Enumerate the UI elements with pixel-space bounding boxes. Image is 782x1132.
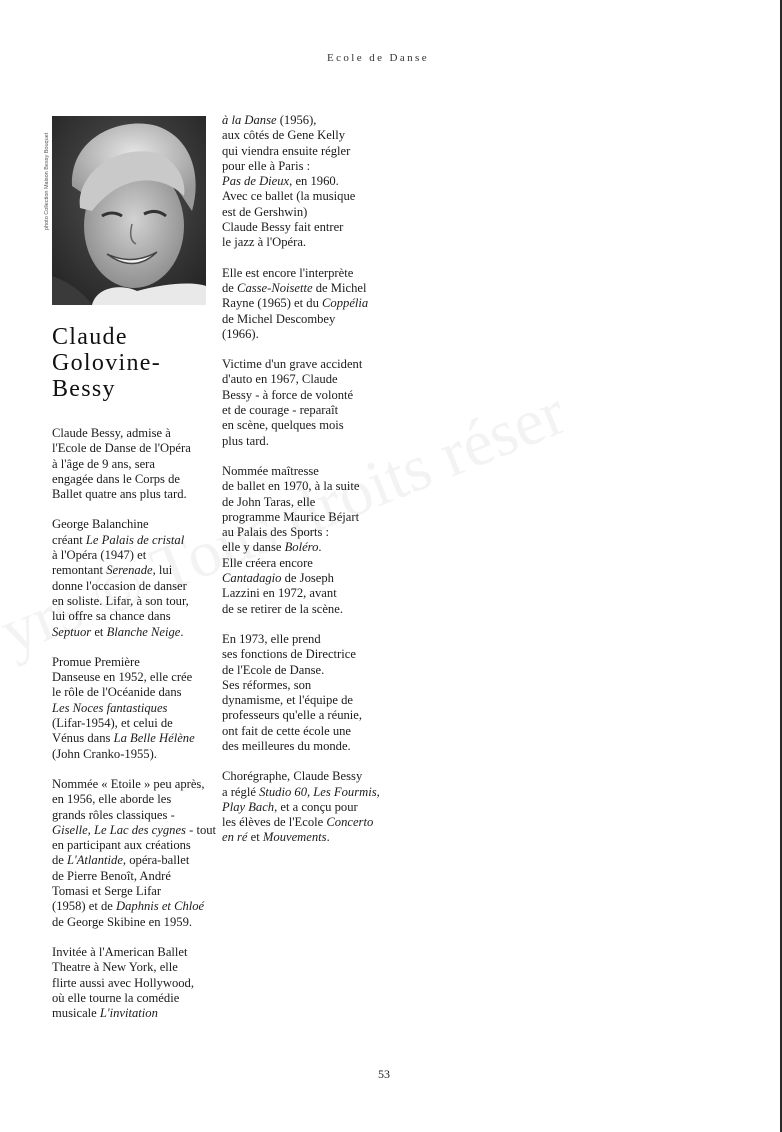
text-line bbox=[52, 731, 212, 746]
text-line: donne l'occasion de danser bbox=[52, 578, 187, 593]
portrait-photo bbox=[52, 116, 206, 305]
text-line bbox=[222, 830, 382, 845]
text-run: créant bbox=[52, 532, 86, 547]
work-title: Studio 60, Les Fourmis, bbox=[259, 784, 380, 799]
text-line: Danseuse en 1952, elle crée bbox=[52, 670, 193, 685]
text-line bbox=[52, 822, 217, 838]
text-run: Vénus dans bbox=[52, 731, 114, 746]
work-title: Coppélia bbox=[322, 296, 369, 311]
text-line: Chorégraphe, Claude Bessy bbox=[222, 769, 363, 784]
text-run: - tout bbox=[185, 822, 217, 837]
text-run: et bbox=[91, 624, 107, 639]
work-title: Boléro bbox=[284, 540, 319, 555]
text-line: Lazzini en 1972, avant bbox=[222, 586, 337, 601]
text-line: Avec ce ballet (la musique bbox=[222, 189, 356, 204]
text-line bbox=[222, 296, 382, 311]
text-line: dynamisme, et l'équipe de bbox=[222, 693, 353, 708]
text-run: (1958) et de bbox=[52, 899, 116, 914]
text-line: Elle est encore l'interprète bbox=[222, 265, 354, 280]
paragraph bbox=[222, 357, 382, 449]
text-line: est de Gershwin) bbox=[222, 204, 308, 219]
text-line: Nommée « Etoile » peu après, bbox=[52, 776, 205, 791]
paragraph bbox=[222, 632, 382, 754]
work-title: Concerto bbox=[326, 815, 374, 830]
text-line bbox=[52, 1006, 212, 1021]
photo-credit: photo Collection Maison Bessy Bouquet bbox=[44, 132, 50, 230]
text-line: Claude Bessy fait entrer bbox=[222, 220, 344, 235]
text-line: le jazz à l'Opéra. bbox=[222, 235, 307, 250]
text-line bbox=[222, 174, 382, 189]
text-line: de l'Ecole de Danse. bbox=[222, 662, 325, 677]
text-run: de bbox=[52, 853, 68, 868]
work-title: en ré bbox=[222, 830, 248, 845]
text-line: qui viendra ensuite régler bbox=[222, 143, 351, 158]
text-line: George Balanchine bbox=[52, 517, 149, 532]
paragraph bbox=[222, 769, 382, 845]
text-line: professeurs qu'elle a réunie, bbox=[222, 708, 363, 723]
text-run: , en 1960. bbox=[289, 174, 339, 189]
text-line: grands rôles classiques - bbox=[52, 807, 175, 822]
text-run: et bbox=[247, 830, 263, 845]
text-line: de George Skibine en 1959. bbox=[52, 914, 193, 929]
work-title: Le Palais de cristal bbox=[85, 532, 185, 547]
work-title: Mouvements bbox=[262, 830, 327, 845]
work-title: Cantadagio bbox=[222, 571, 282, 586]
text-run: remontant bbox=[52, 563, 107, 578]
text-line: Elle créera encore bbox=[222, 555, 313, 570]
text-run: elle y danse bbox=[222, 540, 285, 555]
text-line: à l'Opéra (1947) et bbox=[52, 548, 147, 563]
text-line: de John Taras, elle bbox=[222, 494, 316, 509]
title-line: Golovine- bbox=[52, 350, 162, 376]
work-title: La Belle Hélène bbox=[113, 731, 195, 746]
article-title bbox=[52, 324, 161, 402]
title-line: Claude bbox=[52, 324, 128, 350]
text-line: Ses réformes, son bbox=[222, 677, 312, 692]
text-line: Theatre à New York, elle bbox=[52, 960, 178, 975]
text-line bbox=[222, 113, 382, 128]
text-line: en scène, quelques mois bbox=[222, 418, 344, 433]
text-run: les élèves de l'Ecole bbox=[222, 815, 327, 830]
text-line: (Lifar-1954), et celui de bbox=[52, 716, 173, 731]
text-line: programme Maurice Béjart bbox=[222, 509, 360, 524]
text-line: Claude Bessy, admise à bbox=[52, 426, 171, 440]
text-line: de ballet en 1970, à la suite bbox=[222, 479, 360, 494]
text-run: (1956), bbox=[276, 113, 317, 127]
work-title: Les Noces fantastiques bbox=[52, 700, 168, 715]
right-column bbox=[222, 113, 382, 861]
text-line: l'Ecole de Danse de l'Opéra bbox=[52, 441, 191, 456]
text-run: de Michel bbox=[312, 280, 367, 295]
text-line: en 1956, elle aborde les bbox=[52, 792, 172, 807]
text-line: engagée dans le Corps de bbox=[52, 471, 180, 486]
text-run: musicale bbox=[52, 1006, 100, 1021]
text-line bbox=[222, 800, 382, 815]
text-line: flirte aussi avec Hollywood, bbox=[52, 975, 194, 990]
text-line: Ballet quatre ans plus tard. bbox=[52, 487, 187, 502]
text-line bbox=[52, 533, 212, 548]
work-title: Pas de Dieux bbox=[222, 174, 290, 189]
running-header: Ecole de Danse bbox=[327, 52, 430, 64]
text-line: où elle tourne la comédie bbox=[52, 990, 180, 1005]
paragraph bbox=[222, 266, 382, 342]
text-line: ses fonctions de Directrice bbox=[222, 647, 356, 662]
text-line: Promue Première bbox=[52, 654, 140, 669]
text-run: , lui bbox=[152, 563, 173, 578]
text-line bbox=[222, 815, 382, 830]
text-line: Tomasi et Serge Lifar bbox=[52, 884, 162, 899]
text-run: . bbox=[326, 830, 330, 845]
paragraph bbox=[52, 655, 212, 762]
text-line: Invitée à l'American Ballet bbox=[52, 944, 188, 959]
text-line bbox=[222, 571, 382, 586]
text-line bbox=[222, 540, 382, 555]
text-line: de Michel Descombey bbox=[222, 311, 336, 326]
text-run: . bbox=[180, 624, 184, 639]
text-line: Victime d'un grave accident bbox=[222, 357, 363, 372]
text-line: d'auto en 1967, Claude bbox=[222, 372, 338, 387]
text-line: en participant aux créations bbox=[52, 838, 191, 853]
text-line: Nommée maîtresse bbox=[222, 463, 319, 478]
work-title: Giselle, Le Lac des cygnes bbox=[52, 822, 186, 837]
text-line: (1966). bbox=[222, 326, 259, 341]
work-title: L'Atlantide bbox=[67, 853, 123, 868]
work-title: Septuor bbox=[52, 624, 92, 639]
work-title: Serenade bbox=[106, 563, 153, 578]
title-line: Bessy bbox=[52, 376, 116, 402]
paragraph bbox=[222, 464, 382, 617]
paragraph bbox=[52, 945, 212, 1021]
work-title: L'invitation bbox=[99, 1006, 158, 1021]
text-run: . bbox=[318, 540, 322, 555]
text-line: le rôle de l'Océanide dans bbox=[52, 685, 182, 700]
work-title: Blanche Neige bbox=[106, 624, 181, 639]
work-title: Play Bach bbox=[222, 799, 275, 814]
work-title: Casse-Noisette bbox=[237, 280, 313, 295]
paragraph bbox=[222, 113, 382, 251]
paragraph bbox=[52, 517, 212, 639]
text-run: , opéra-ballet bbox=[122, 853, 190, 868]
text-run: , et a conçu pour bbox=[274, 799, 358, 814]
page-number: 53 bbox=[378, 1067, 390, 1081]
text-line: de se retirer de la scène. bbox=[222, 601, 343, 616]
text-line: ont fait de cette école une bbox=[222, 723, 352, 738]
text-line: pour elle à Paris : bbox=[222, 158, 311, 173]
text-line: En 1973, elle prend bbox=[222, 631, 321, 646]
text-line bbox=[52, 899, 212, 914]
text-line: et de courage - reparaît bbox=[222, 403, 339, 418]
paragraph bbox=[52, 776, 217, 930]
text-run: a réglé bbox=[222, 784, 260, 799]
work-title: à la Danse bbox=[222, 113, 277, 127]
text-run: de Joseph bbox=[281, 571, 334, 586]
text-line: en soliste. Lifar, à son tour, bbox=[52, 593, 189, 608]
text-line bbox=[52, 853, 212, 868]
text-line: Bessy - à force de volonté bbox=[222, 387, 354, 402]
text-run: de bbox=[222, 280, 238, 295]
text-line: plus tard. bbox=[222, 433, 269, 448]
text-line bbox=[222, 281, 382, 296]
text-line bbox=[52, 563, 212, 578]
text-line: des meilleures du monde. bbox=[222, 738, 351, 753]
text-line bbox=[52, 625, 212, 640]
text-line: (John Cranko-1955). bbox=[52, 746, 157, 761]
text-line: lui offre sa chance dans bbox=[52, 609, 171, 624]
work-title: Daphnis et Chloé bbox=[116, 899, 205, 914]
text-line: à l'âge de 9 ans, sera bbox=[52, 456, 155, 471]
paragraph bbox=[52, 426, 212, 502]
text-line: de Pierre Benoît, André bbox=[52, 868, 171, 883]
text-line: aux côtés de Gene Kelly bbox=[222, 128, 346, 143]
text-run: Rayne (1965) et du bbox=[222, 296, 323, 311]
text-line bbox=[222, 785, 382, 800]
text-line: au Palais des Sports : bbox=[222, 525, 330, 540]
left-column bbox=[52, 426, 217, 1036]
